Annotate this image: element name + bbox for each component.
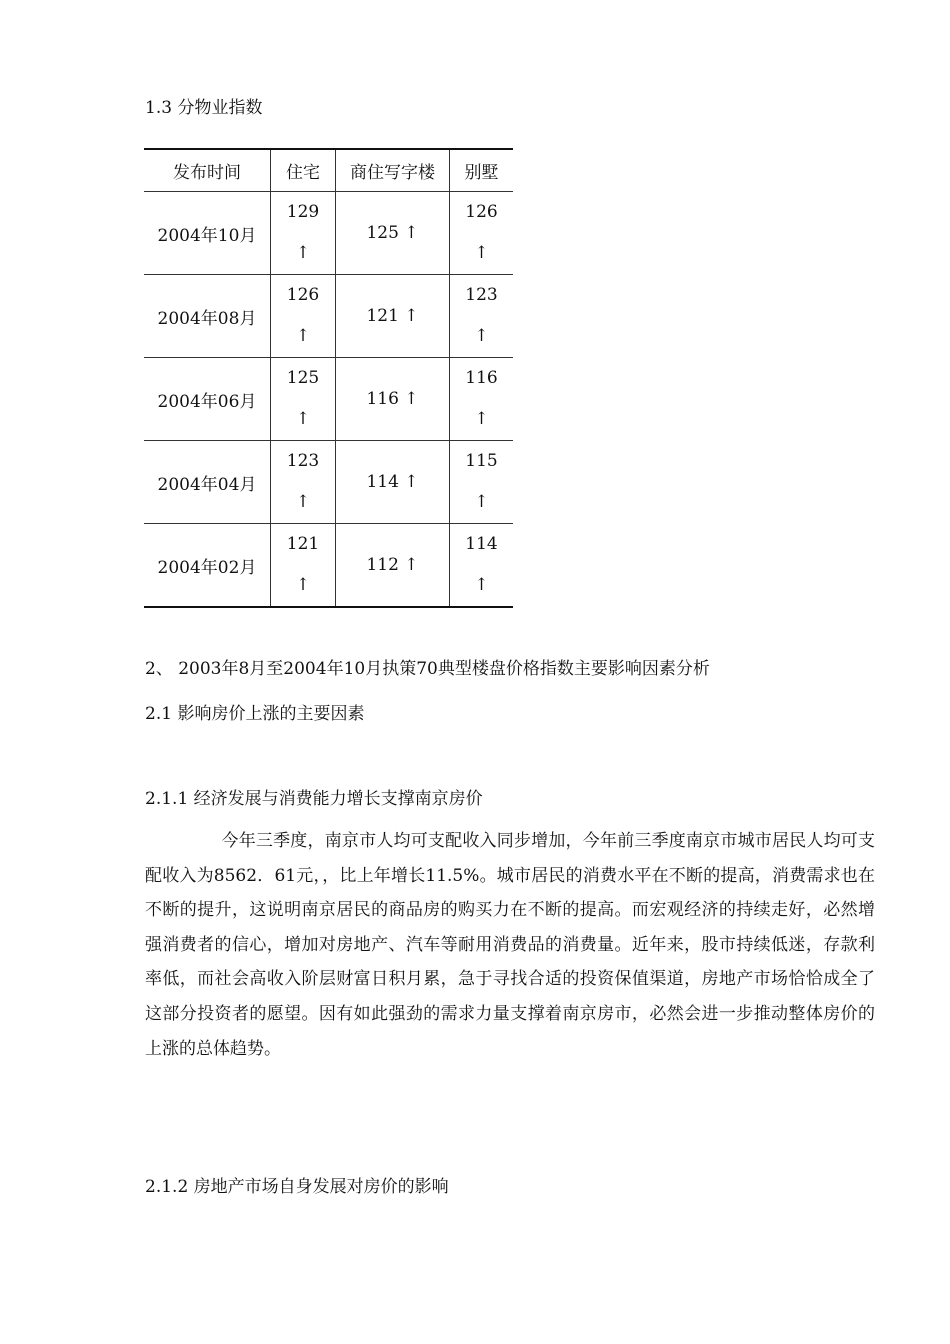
residential-cell xyxy=(271,192,336,275)
section-heading-2-1: 2.1 影响房价上涨的主要因素 xyxy=(145,704,365,724)
table-header-row xyxy=(144,149,513,192)
residential-cell xyxy=(271,524,336,608)
villa-cell xyxy=(450,275,514,358)
section-heading-1-3: 1.3 分物业指数 xyxy=(145,98,263,118)
up-arrow-icon: ↑ xyxy=(295,243,311,263)
residential-value: 123 xyxy=(286,451,320,471)
date-cell: 2004年02月 xyxy=(144,524,271,608)
up-arrow-icon: ↑ xyxy=(404,555,419,575)
section-heading-2-1-1: 2.1.1 经济发展与消费能力增长支撑南京房价 xyxy=(145,789,483,809)
up-arrow-icon: ↑ xyxy=(295,575,311,595)
villa-value: 114 xyxy=(465,534,498,554)
property-index-table xyxy=(144,148,513,608)
column-header-commercial: 商住写字楼 xyxy=(336,149,450,192)
villa-cell xyxy=(450,524,514,608)
up-arrow-icon: ↑ xyxy=(404,389,419,409)
table-row xyxy=(144,358,513,441)
villa-cell xyxy=(450,441,514,524)
up-arrow-icon: ↑ xyxy=(295,326,311,346)
residential-cell xyxy=(271,441,336,524)
column-header-villa: 别墅 xyxy=(450,149,514,192)
column-header-residential: 住宅 xyxy=(271,149,336,192)
up-arrow-icon: ↑ xyxy=(295,409,311,429)
section-heading-2-1-2: 2.1.2 房地产市场自身发展对房价的影响 xyxy=(145,1177,449,1197)
residential-value: 126 xyxy=(286,285,320,305)
commercial-value: 112 xyxy=(366,555,399,575)
table-row xyxy=(144,275,513,358)
up-arrow-icon: ↑ xyxy=(474,575,489,595)
date-cell: 2004年10月 xyxy=(144,192,271,275)
villa-cell xyxy=(450,358,514,441)
up-arrow-icon: ↑ xyxy=(295,492,311,512)
date-cell: 2004年06月 xyxy=(144,358,271,441)
up-arrow-icon: ↑ xyxy=(404,223,419,243)
residential-value: 129 xyxy=(286,202,320,222)
body-paragraph-2-1-1: 今年三季度，南京市人均可支配收入同步增加，今年前三季度南京市城市居民人均可支配收入为8562．61元，，比上年增长11.5%。城市居民的消费水平在不断的提高，消费需求也在不断的提升，这说明南京居民的商品房的购买力在不断的提高。而宏观经济的持续走好，必然增强消费者的信心，增加对房地产、汽车等耐用消费品的消费量。近年来，股市持续低迷，存款利率低，而社会高收入阶层财富日积月累，急于寻找合适的投资保值渠道，房地产市场恰恰成全了这部分投资者的愿望。因有如此强劲的需求力量支撑着南京房市，必然会进一步推动整体房价的上涨的总体趋势。 xyxy=(145,831,875,1059)
residential-value: 125 xyxy=(286,368,320,388)
villa-value: 116 xyxy=(465,368,498,388)
villa-value: 126 xyxy=(465,202,498,222)
commercial-value: 116 xyxy=(366,389,399,409)
villa-value: 115 xyxy=(465,451,498,471)
residential-cell xyxy=(271,275,336,358)
commercial-value: 114 xyxy=(366,472,399,492)
commercial-cell xyxy=(336,524,450,608)
residential-cell xyxy=(271,358,336,441)
section-heading-2: 2、 2003年8月至2004年10月执策70典型楼盘价格指数主要影响因素分析 xyxy=(145,659,710,679)
up-arrow-icon: ↑ xyxy=(474,243,489,263)
up-arrow-icon: ↑ xyxy=(404,306,419,326)
table-row xyxy=(144,524,513,608)
commercial-value: 121 xyxy=(366,306,399,326)
up-arrow-icon: ↑ xyxy=(474,326,489,346)
up-arrow-icon: ↑ xyxy=(474,409,489,429)
date-cell: 2004年04月 xyxy=(144,441,271,524)
up-arrow-icon: ↑ xyxy=(404,472,419,492)
villa-cell xyxy=(450,192,514,275)
table-row xyxy=(144,192,513,275)
villa-value: 123 xyxy=(465,285,498,305)
commercial-cell xyxy=(336,192,450,275)
date-cell: 2004年08月 xyxy=(144,275,271,358)
residential-value: 121 xyxy=(286,534,320,554)
commercial-cell xyxy=(336,358,450,441)
commercial-cell xyxy=(336,275,450,358)
column-header-date: 发布时间 xyxy=(144,149,271,192)
commercial-cell xyxy=(336,441,450,524)
table-row xyxy=(144,441,513,524)
up-arrow-icon: ↑ xyxy=(474,492,489,512)
commercial-value: 125 xyxy=(366,223,399,243)
